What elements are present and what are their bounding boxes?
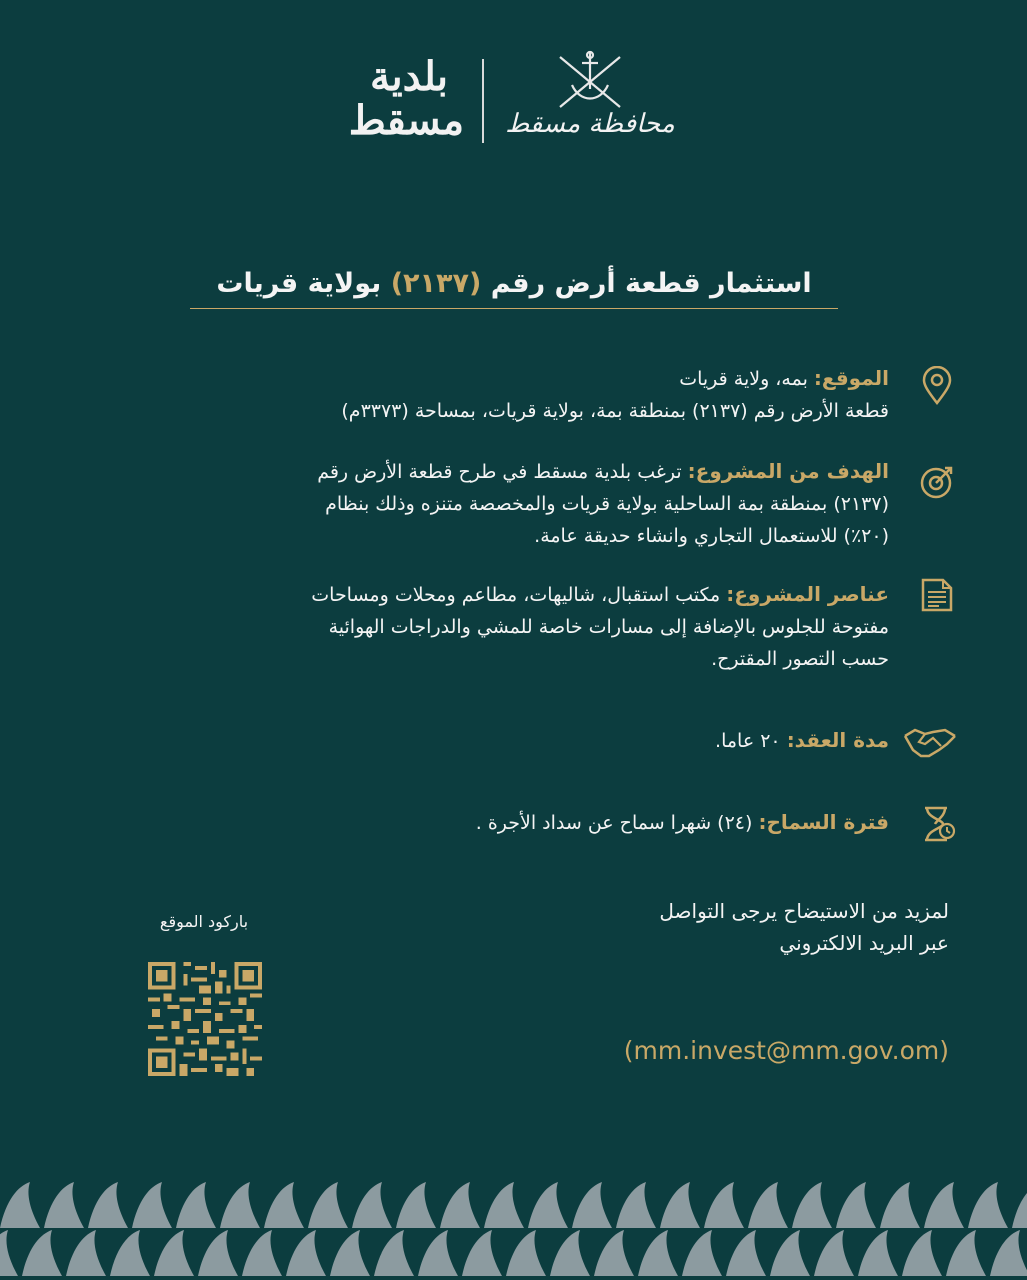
pattern-wave [242, 1230, 282, 1276]
pattern-wave [220, 1182, 260, 1228]
pattern-wave [418, 1230, 458, 1276]
title-after: بولاية قريات [216, 268, 382, 299]
pattern-wave [110, 1230, 150, 1276]
pattern-wave [638, 1230, 678, 1276]
pattern-wave [88, 1182, 128, 1228]
pattern-wave [550, 1230, 590, 1276]
pattern-wave [946, 1230, 986, 1276]
header-logos [340, 45, 700, 155]
pattern-wave [352, 1182, 392, 1228]
location-value: بمه، ولاية قريات [679, 368, 808, 390]
contact-email[interactable]: (mm.invest@mm.gov.om) [623, 1036, 949, 1065]
pattern-wave [22, 1230, 62, 1276]
map-pin-icon [917, 366, 957, 406]
handshake-icon [903, 722, 957, 762]
pattern-wave [858, 1230, 898, 1276]
pattern-wave [44, 1182, 84, 1228]
title-number: (٢١٣٧) [390, 268, 482, 299]
location-qr-code[interactable] [148, 962, 262, 1076]
elements-line2: مفتوحة للجلوس بالإضافة إلى مسارات خاصة للمشي والدراجات الهوائية [328, 616, 889, 638]
location-label: الموقع: [813, 366, 889, 390]
pattern-wave [836, 1182, 876, 1228]
pattern-wave [594, 1230, 634, 1276]
location-section [169, 362, 889, 427]
elements-section [129, 578, 889, 675]
elements-line3: حسب التصور المقترح. [711, 648, 889, 670]
grace-value: (٢٤) شهرا سماح عن سداد الأجرة . [475, 812, 753, 834]
pattern-wave [682, 1230, 722, 1276]
target-icon [917, 462, 957, 502]
pattern-wave [660, 1182, 700, 1228]
pattern-wave [374, 1230, 414, 1276]
goal-line1: ترغب بلدية مسقط في طرح قطعة الأرض رقم [317, 461, 682, 483]
pattern-wave [264, 1182, 304, 1228]
pattern-wave [66, 1230, 106, 1276]
pattern-wave [880, 1182, 920, 1228]
governorate-name: محافظة مسقط [505, 109, 675, 139]
elements-label: عناصر المشروع: [726, 582, 889, 606]
pattern-wave [704, 1182, 744, 1228]
elements-line1: مكتب استقبال، شاليهات، مطاعم ومحلات ومساحات [311, 584, 721, 606]
page-title-block [190, 262, 838, 312]
duration-value: ٢٠ عاما. [715, 730, 781, 752]
pattern-wave [440, 1182, 480, 1228]
contact-line2: عبر البريد الالكتروني [779, 931, 949, 955]
pattern-wave [0, 1182, 40, 1228]
goal-section [129, 455, 889, 552]
pattern-wave [286, 1230, 326, 1276]
pattern-wave [0, 1230, 18, 1276]
pattern-wave [176, 1182, 216, 1228]
goal-line2: (٢١٣٧) بمنطقة بمة الساحلية بولاية قريات والمخصصة متنزه وذلك بنظام [325, 493, 889, 515]
pattern-wave [330, 1230, 370, 1276]
oman-emblem-icon [500, 45, 680, 115]
pattern-wave [462, 1230, 502, 1276]
pattern-wave [748, 1182, 788, 1228]
pattern-wave [198, 1230, 238, 1276]
contact-block [529, 895, 949, 959]
pattern-wave [726, 1230, 766, 1276]
grace-label: فترة السماح: [758, 810, 889, 834]
goal-label: الهدف من المشروع: [687, 459, 889, 483]
pattern-wave [770, 1230, 810, 1276]
title-underline [190, 308, 838, 309]
title-before: استثمار قطعة أرض رقم [490, 268, 812, 299]
pattern-wave [308, 1182, 348, 1228]
location-details: قطعة الأرض رقم (٢١٣٧) بمنطقة بمة، بولاية قريات، بمساحة (٣٣٧٣م) [341, 400, 889, 422]
pattern-wave [968, 1182, 1008, 1228]
muscat-municipality-logo: بلدية مسقط [348, 53, 464, 144]
goal-line3: (٢٠٪) للاستعمال التجاري وانشاء حديقة عامة. [534, 525, 889, 547]
logo-divider [482, 59, 484, 143]
pattern-wave [396, 1182, 436, 1228]
pattern-wave [484, 1182, 524, 1228]
pattern-wave [132, 1182, 172, 1228]
page-title [190, 262, 838, 306]
hourglass-icon [917, 804, 957, 844]
document-icon [917, 574, 957, 614]
grace-section [389, 806, 889, 839]
pattern-wave [154, 1230, 194, 1276]
pattern-wave [814, 1230, 854, 1276]
muscat-governorate-logo [500, 45, 680, 155]
pattern-wave [506, 1230, 546, 1276]
duration-section [589, 724, 889, 757]
pattern-wave [902, 1230, 942, 1276]
pattern-wave [616, 1182, 656, 1228]
pattern-wave [990, 1230, 1027, 1276]
decorative-wave-pattern [0, 1180, 1027, 1280]
qr-label: باركود الموقع [159, 912, 249, 931]
pattern-wave [528, 1182, 568, 1228]
pattern-wave [572, 1182, 612, 1228]
pattern-wave [1012, 1182, 1027, 1228]
contact-line1: لمزيد من الاستيضاح يرجى التواصل [659, 899, 949, 923]
pattern-wave [924, 1182, 964, 1228]
pattern-wave [792, 1182, 832, 1228]
duration-label: مدة العقد: [786, 728, 889, 752]
